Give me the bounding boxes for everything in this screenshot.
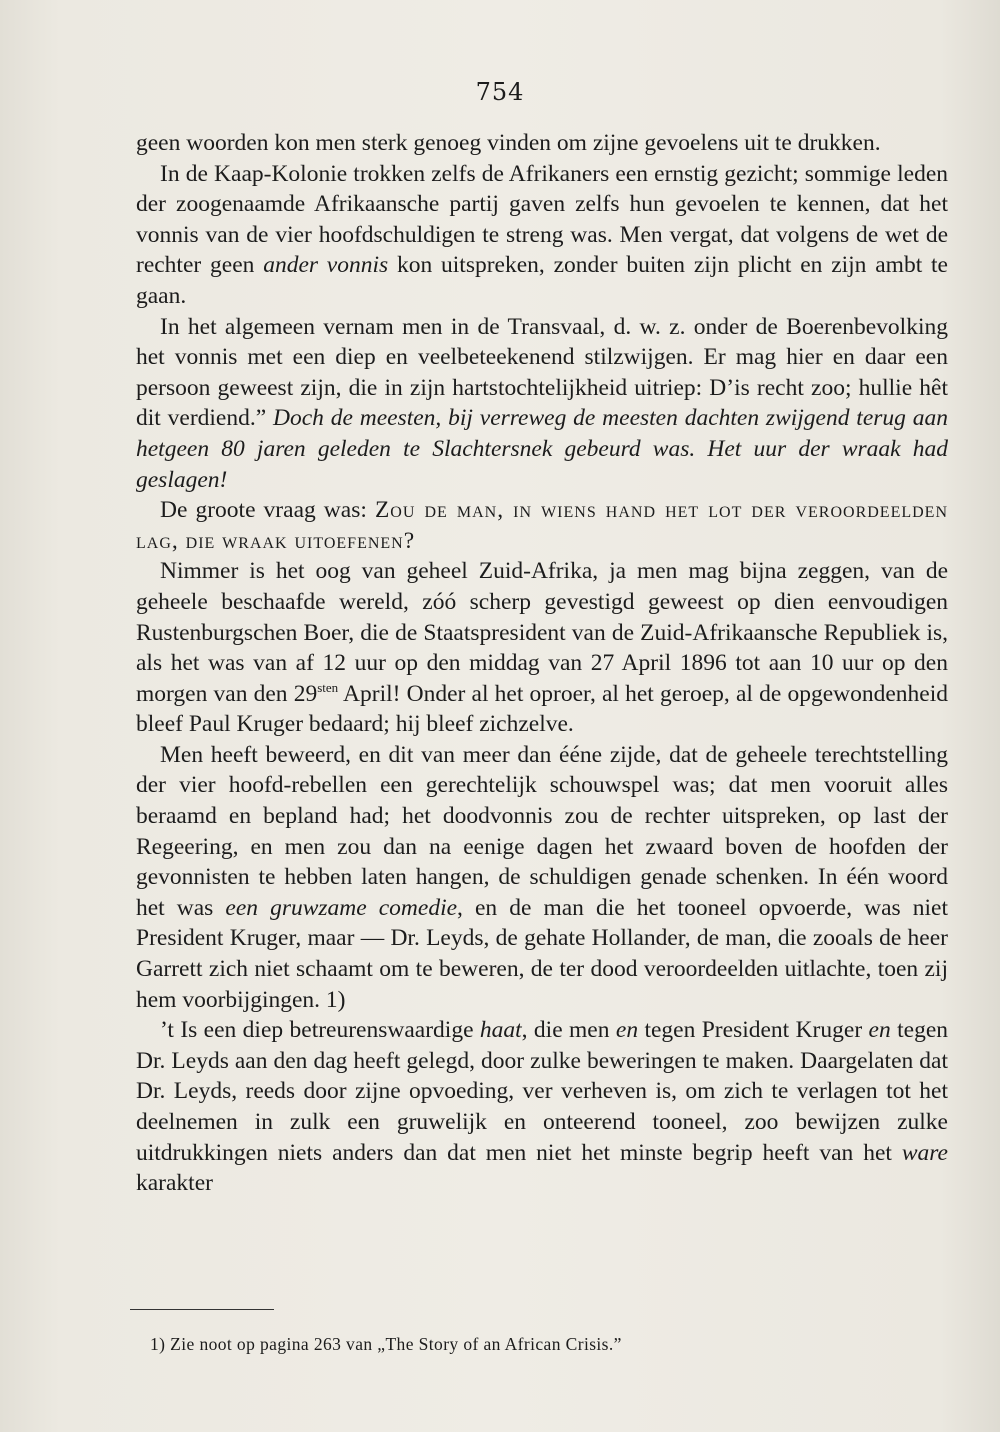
text-run: een gruwzame comedie [225,894,458,921]
text-run: Doch de meesten, bij verreweg de meesten dachten zwijgend terug aan hetgeen 80 jaren geleden te Slachtersnek gebeurd was. Het uur der wraak had geslagen! [136,405,948,493]
paragraph [136,1015,948,1199]
text-run: en [868,1017,891,1044]
paragraph [136,128,948,159]
text-run: ware [901,1139,948,1166]
text-run: De groote vraag was: [160,497,375,524]
text-run: karakter [136,1170,213,1197]
text-run: Men heeft beweerd, en dit van meer dan ééne zijde, dat de geheele terechtstelling der vier hoofd-rebellen een gerechtelijk schouwspel was; dat men vooruit alles beraamd en bepland had; het doodvonnis zou de rechter uitspreken, op last der Regeering, en men zou dan na eenige dagen het zwaard boven de hoofden der gevonnisten te hebben laten hangen, de schuldigen genade schenken. In één woord het was [136,741,948,921]
text-run: tegen Dr. Leyds aan den dag heeft gelegd, door zulke beweringen te maken. Daargelaten dat Dr. Leyds, reeds door zijne opvoeding, ver verheven is, om zich te verlagen tot het deelnemen in zulk een gruwelijk en onteerend tooneel, zoo bewijzen zulke uitdrukkingen niets anders dan dat men niet het minste begrip heeft van het [136,1017,948,1166]
text-run: sten [317,679,339,695]
paragraph [136,159,948,312]
text-run: Nimmer is het oog van geheel Zuid-Afrika, ja men mag bijna zeggen, van de geheele beschaafde wereld, zóó scherp gevestigd geweest op dien eenvoudigen Rustenburgschen Boer, die de Staatspresident van de Zuid-Afrikaansche Republiek is, als het was van af 12 uur op den middag van 27 April 1896 tot aan 10 uur op den morgen van den 29 [136,558,948,707]
body-text [136,128,948,1199]
text-run: ’t Is een diep betreurenswaardige [160,1017,480,1044]
text-run: geen woorden kon men sterk genoeg vinden om zijne gevoelens uit te drukken. [136,130,881,156]
text-run: April! Onder al het oproer, al het geroep, al de opgewondenheid bleef Paul Kruger bedaard; hij bleef zichzelve. [136,680,948,738]
footnote: 1) Zie noot op pagina 263 van „The Story of an African Crisis.” [150,1334,622,1354]
text-run: , en de man die het tooneel opvoerde, was niet President Kruger, maar — Dr. Leyds, de gehate Hollander, de man, die zooals de heer Garrett zich niet schaamt om te beweren, de ter dood veroordeelden uitlachte, toen zij hem voorbijgingen. 1) [136,894,948,1013]
paragraph [136,556,948,740]
text-run: haat [479,1017,522,1044]
text-run: In het algemeen vernam men in de Transvaal, d. w. z. onder de Boerenbevolking het vonnis met een diep en veelbeteekenend stilzwijgen. Er mag hier en daar een persoon geweest zijn, die in zijn hartstochtelijkheid uitriep: D’is recht zoo; hullie hêt dit verdiend.” [136,313,948,432]
footnote-divider [130,1309,274,1310]
text-run: In de Kaap-Kolonie trokken zelfs de Afrikaners een ernstig gezicht; sommige leden der zoogenaamde Afrikaansche partij gaven zelfs hun gevoelen te kennen, dat het vonnis van de vier hoofdschuldigen te streng was. Men vergat, dat volgens de wet de rechter geen [136,160,948,279]
paragraph [136,495,948,556]
text-run: tegen President Kruger [638,1017,869,1044]
page-number: 754 [475,78,525,106]
text-run: en [615,1017,639,1044]
paragraph [136,312,948,496]
paragraph [136,740,948,1015]
text-run: Zou de man, in wiens hand het lot der veroordeelden lag, die wraak uitoefenen? [136,497,948,554]
text-run: , die men [521,1017,616,1044]
text-run: ander vonnis [263,252,389,279]
text-run: kon uitspreken, zonder buiten zijn plicht en zijn ambt te gaan. [136,252,948,309]
